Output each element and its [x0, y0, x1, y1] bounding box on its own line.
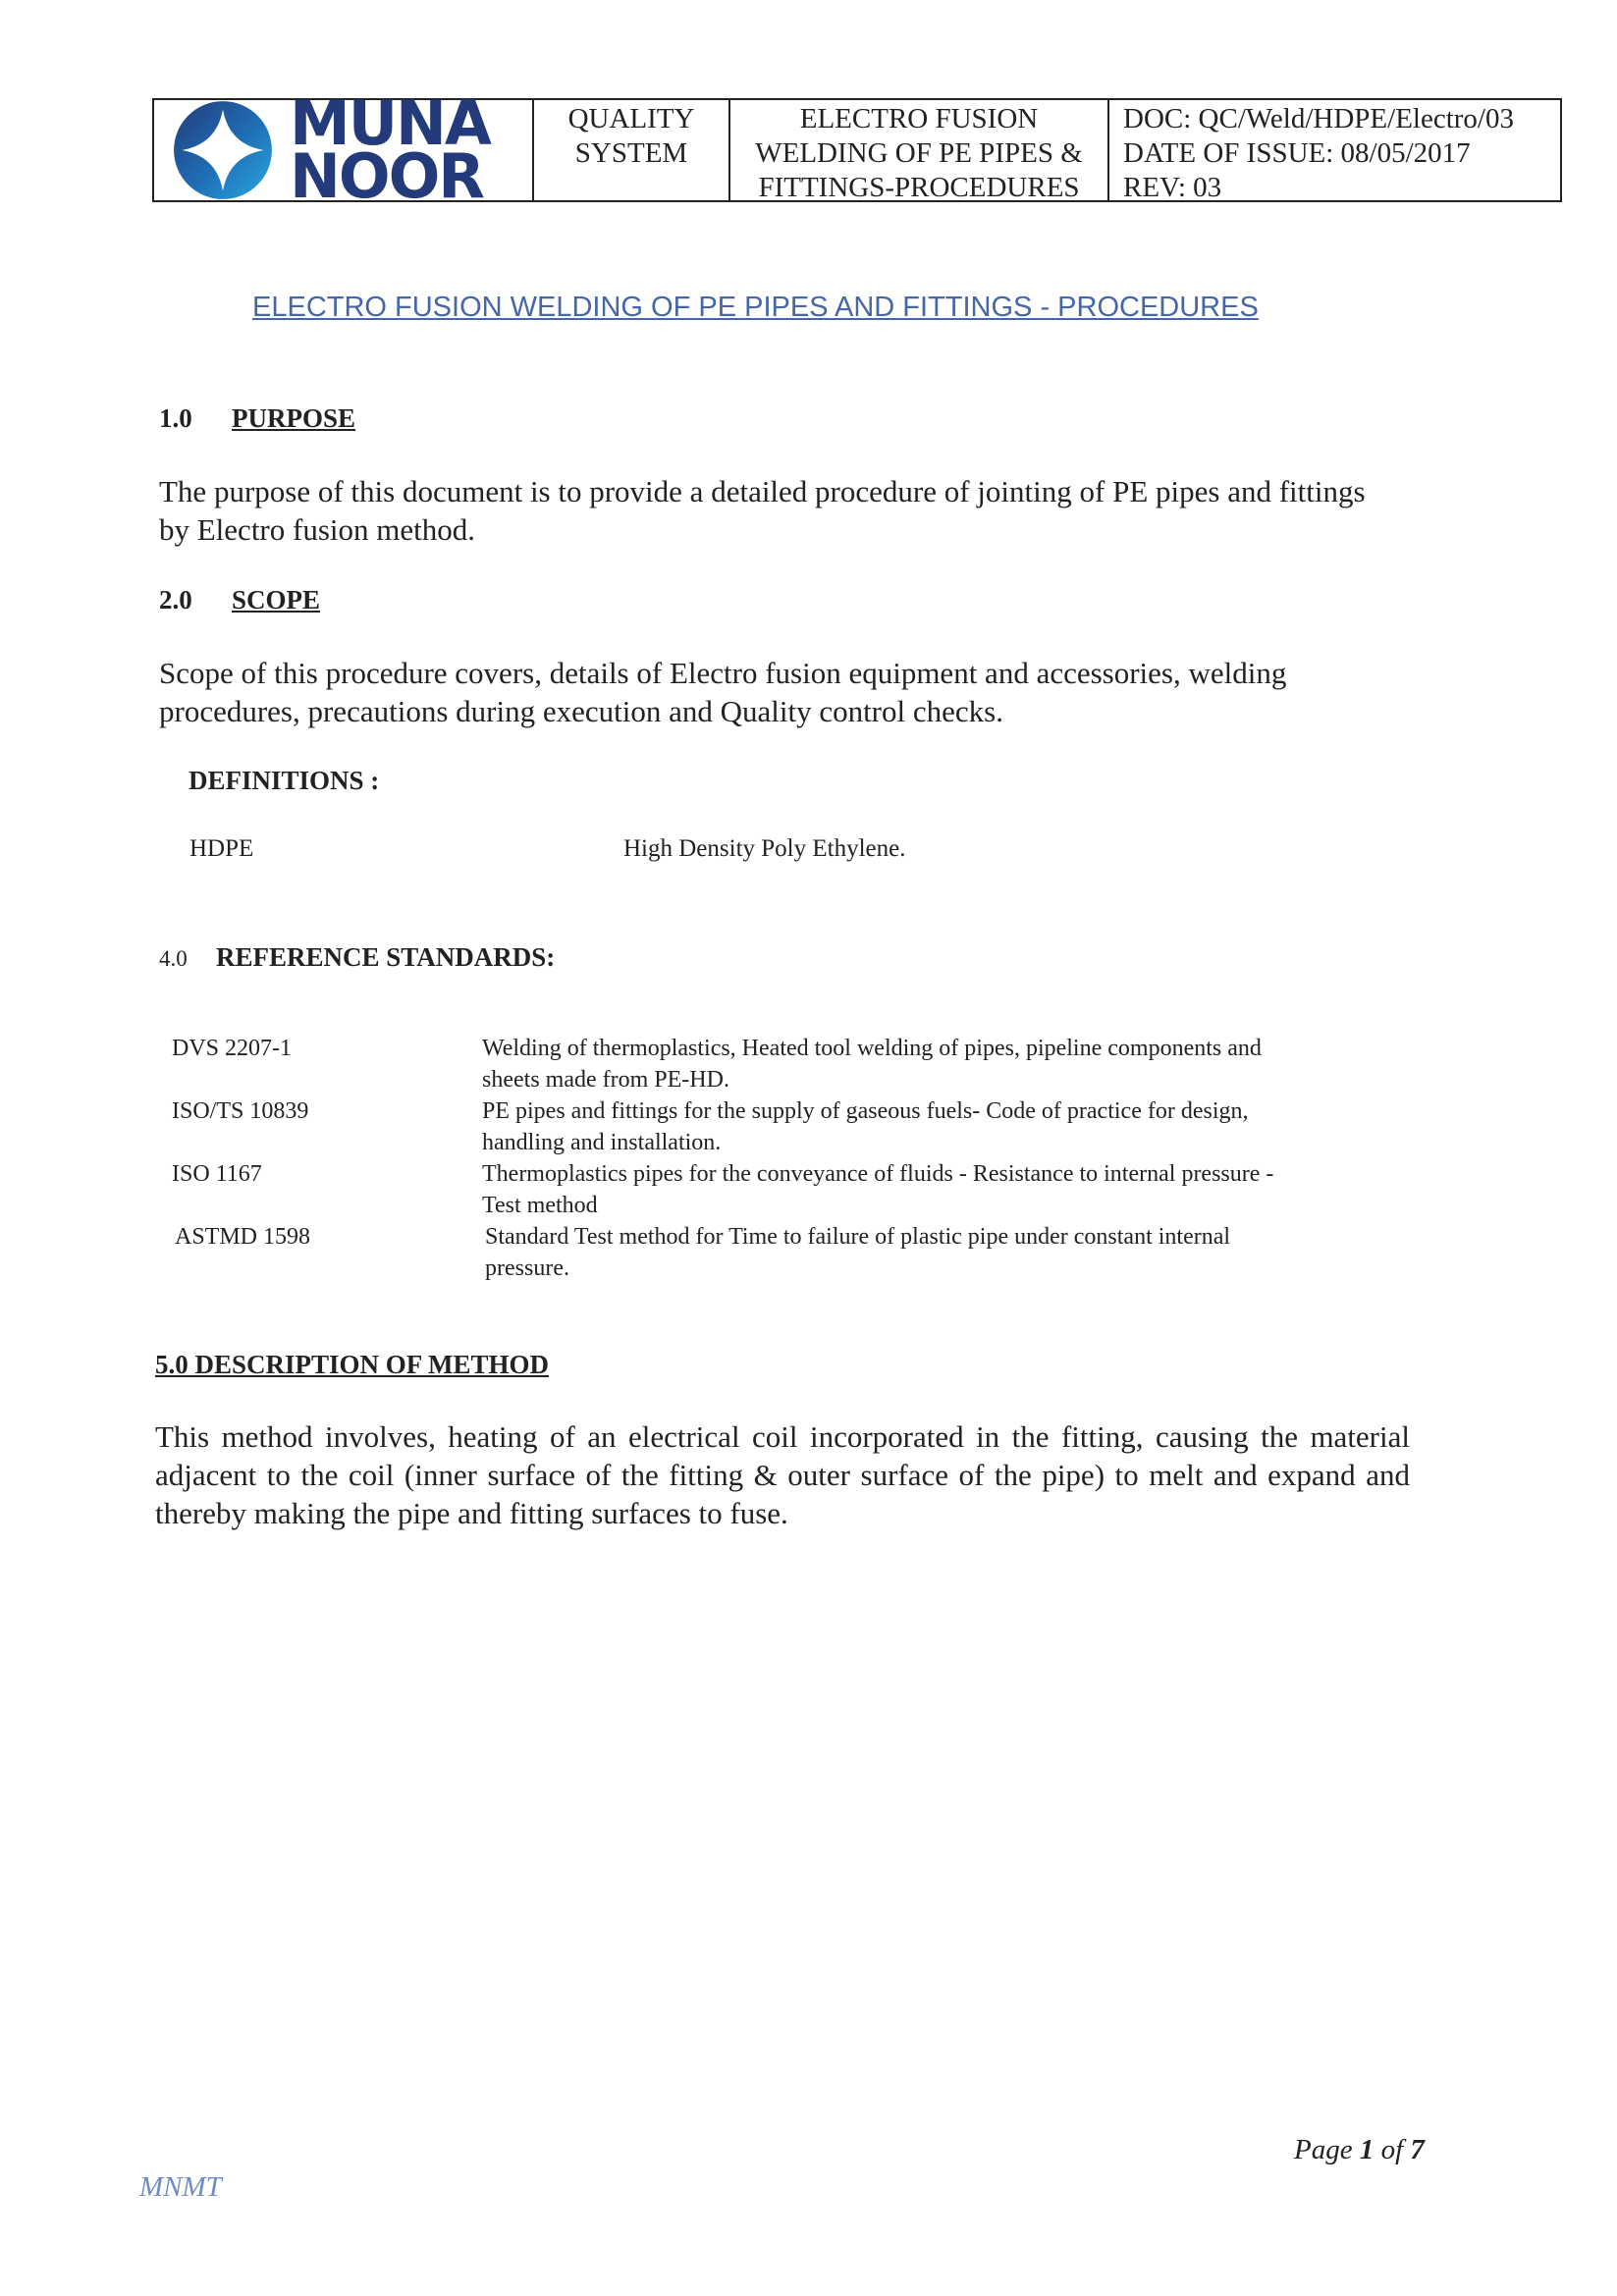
page-total: 7 [1410, 2134, 1425, 2165]
definition-description: High Density Poly Ethylene. [623, 835, 906, 862]
reference-description: PE pipes and fittings for the supply of gaseous fuels- Code of practice for design, handling and installation. [482, 1098, 1249, 1155]
reference-description: Standard Test method for Time to failure of plastic pipe under constant internal pressure. [485, 1224, 1231, 1281]
revision: REV: 03 [1123, 172, 1222, 203]
definition-term: HDPE [189, 835, 254, 862]
quality-system-cell [534, 100, 730, 200]
page-current: 1 [1359, 2134, 1374, 2165]
logo-line-1: MUNA [290, 87, 490, 159]
purpose-heading [159, 403, 355, 434]
section-number: 4.0 [159, 946, 188, 971]
section-title: SCOPE [232, 585, 321, 614]
doc-title-line: ELECTRO FUSION [799, 103, 1039, 134]
reference-row [172, 1095, 1330, 1158]
page-word: Page [1294, 2134, 1353, 2165]
logo-line-2: NOOR [290, 140, 484, 212]
reference-code: ASTMD 1598 [175, 1224, 311, 1250]
reference-code: ISO 1167 [172, 1161, 262, 1187]
document-header [152, 87, 1562, 212]
doc-info-cell [1109, 100, 1560, 203]
page-of: of [1380, 2134, 1404, 2165]
date-of-issue: DATE OF ISSUE: 08/05/2017 [1123, 137, 1471, 169]
company-logo [172, 87, 490, 212]
page-number [1294, 2134, 1425, 2166]
reference-standards-heading [159, 942, 555, 973]
footer-mark: MNMT [139, 2171, 222, 2203]
reference-code: ISO/TS 10839 [172, 1098, 309, 1124]
star-emblem-icon [172, 99, 274, 201]
description-of-method-text: This method involves, heating of an electrical coil incorporated in the fitting, causing the material adjacent to the coil (inner surface of the fitting & outer surface of the pipe) to melt and expand and thereby making the pipe and fitting surfaces to fuse. [155, 1419, 1410, 1530]
reference-code: DVS 2207-1 [172, 1036, 293, 1061]
section-title: PURPOSE [232, 403, 356, 433]
page-title: ELECTRO FUSION WELDING OF PE PIPES AND FITTINGS - PROCEDURES [252, 292, 1259, 323]
section-number: 2.0 [159, 585, 192, 614]
section-title: REFERENCE STANDARDS: [216, 942, 556, 972]
doc-number: DOC: QC/Weld/HDPE/Electro/03 [1123, 103, 1514, 134]
purpose-text: The purpose of this document is to provide a detailed procedure of jointing of PE pipes and fittings by Electro fusion method. [159, 474, 1366, 547]
logo-wordmark [290, 87, 490, 212]
reference-row [172, 1033, 1330, 1095]
quality-system-line: QUALITY [567, 103, 695, 134]
reference-description: Thermoplastics pipes for the conveyance of fluids - Resistance to internal pressure - Test method [482, 1161, 1274, 1218]
scope-heading [159, 585, 320, 615]
scope-text: Scope of this procedure covers, details of Electro fusion equipment and accessories, welding procedures, precautions during execution and Quality control checks. [159, 656, 1287, 728]
reference-row [172, 1221, 1330, 1284]
description-of-method-heading: 5.0 DESCRIPTION OF METHOD [155, 1350, 550, 1379]
reference-description: Welding of thermoplastics, Heated tool welding of pipes, pipeline components and sheets made from PE-HD. [482, 1036, 1262, 1093]
quality-system-line: SYSTEM [574, 137, 688, 169]
logo-cell [154, 87, 534, 212]
section-number: 1.0 [159, 403, 192, 433]
definitions-heading: DEFINITIONS : [189, 766, 380, 795]
doc-title-line: WELDING OF PE PIPES & [755, 137, 1083, 169]
reference-row [172, 1158, 1330, 1221]
doc-title-cell [730, 100, 1109, 203]
doc-title-line: FITTINGS-PROCEDURES [758, 172, 1080, 203]
